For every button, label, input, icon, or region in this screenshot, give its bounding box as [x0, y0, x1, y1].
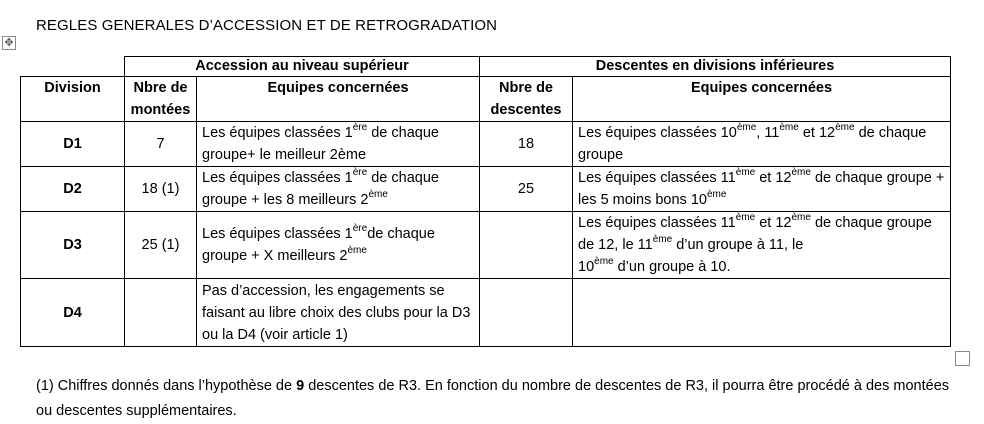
footnote [36, 374, 956, 424]
header-descentes: Descentes en divisions inférieures [480, 57, 951, 77]
superscript: ème [791, 167, 811, 179]
superscript: ère [352, 122, 368, 134]
equipes-acc-cell [197, 167, 480, 212]
superscript: ème [594, 256, 614, 268]
table-row [21, 212, 951, 279]
equipes-acc-cell: Pas d’accession, les engagements se faisant au libre choix des clubs pour la D3 ou la D4 (voir article 1) [197, 279, 480, 347]
footnote-text: (1) Chiffres donnés dans l’hypothèse de [36, 378, 297, 394]
header-nbre-montees-line1: Nbre de [133, 80, 188, 96]
text-span: d’un groupe à 11, le [672, 237, 804, 253]
text-span: et 12 [755, 215, 792, 231]
division-cell: D1 [21, 122, 125, 167]
header-equipes-desc [573, 77, 951, 122]
text-span: de chaque groupe de 12, le 11 [578, 215, 932, 253]
text-span: d’un groupe à 10. [613, 259, 731, 275]
header-equipes-acc [197, 77, 480, 122]
superscript: ème [735, 167, 756, 179]
document-title: REGLES GENERALES D’ACCESSION ET DE RETROGRADATION [36, 17, 498, 34]
table-resize-handle-icon[interactable] [955, 351, 970, 366]
text-span: Les équipes classées 1 [202, 125, 353, 141]
superscript: ème [835, 122, 855, 134]
equipes-desc-cell [573, 212, 951, 279]
division-cell: D3 [21, 212, 125, 279]
division-cell: D2 [21, 167, 125, 212]
text-span: et 12 [798, 125, 836, 141]
rules-table [20, 56, 951, 347]
superscript: ème [791, 212, 811, 224]
table-move-handle-icon[interactable] [2, 36, 16, 50]
text-span: , 11 [756, 125, 780, 141]
table-row [21, 279, 951, 347]
montees-cell: 7 [125, 122, 197, 167]
text-span: de chaque groupe + les 8 meilleurs 2 [202, 170, 439, 208]
montees-cell [125, 279, 197, 347]
text-span: de chaque groupe [578, 125, 927, 163]
equipes-acc-cell [197, 212, 480, 279]
text-span: Les équipes classées 11 [578, 215, 736, 231]
superscript: ère [352, 223, 368, 235]
header-accession: Accession au niveau supérieur [125, 57, 480, 77]
equipes-acc-cell [197, 122, 480, 167]
header-division-label: Division [44, 80, 101, 96]
superscript: ème [779, 122, 799, 134]
equipes-desc-cell [573, 279, 951, 347]
superscript: ème [706, 189, 727, 201]
text-span: Les équipes classées 1 [202, 170, 353, 186]
text-span: de chaque groupe+ le meilleur 2ème [202, 125, 439, 163]
descentes-cell [480, 212, 573, 279]
header-nbre-descentes-line2: descentes [490, 102, 562, 118]
header-empty-cell [21, 57, 125, 77]
table-header-row [21, 77, 951, 122]
table-row [21, 122, 951, 167]
descentes-cell: 25 [480, 167, 573, 212]
division-cell: D4 [21, 279, 125, 347]
descentes-cell: 18 [480, 122, 573, 167]
table-row [21, 167, 951, 212]
superscript: ère [352, 167, 368, 179]
superscript: ème [368, 189, 388, 201]
move-arrows-icon: ✥ [4, 36, 14, 49]
text-span: 10 [578, 259, 595, 275]
table-header-group-row [21, 57, 951, 77]
header-nbre-descentes [480, 77, 573, 122]
header-equipes-acc-label: Equipes concernées [267, 80, 409, 96]
text-span: Les équipes classées 11 [578, 170, 736, 186]
descentes-cell [480, 279, 573, 347]
superscript: ème [736, 122, 757, 134]
header-equipes-desc-label: Equipes concernées [690, 80, 833, 96]
equipes-desc-cell [573, 167, 951, 212]
header-nbre-montees [125, 77, 197, 122]
text-span: et 12 [755, 170, 792, 186]
text-span: de chaque groupe + X meilleurs 2 [202, 226, 435, 264]
header-nbre-montees-line2: montées [130, 102, 191, 118]
montees-cell: 25 (1) [125, 212, 197, 279]
text-span: Les équipes classées 10 [578, 125, 737, 141]
header-division [21, 77, 125, 122]
superscript: ème [652, 234, 673, 246]
equipes-desc-cell [573, 122, 951, 167]
montees-cell: 18 (1) [125, 167, 197, 212]
footnote-text: descentes de R3. En fonction du nombre de descentes de R3, il pourra être procédé à des montées ou descentes supplémentaires. [36, 378, 950, 419]
superscript: ème [735, 212, 756, 224]
superscript: ème [347, 245, 367, 257]
text-span: de chaque groupe + les 5 moins bons 10 [578, 170, 945, 208]
text-span: Les équipes classées 1 [202, 226, 353, 242]
footnote-bold-number: 9 [296, 378, 305, 394]
header-nbre-descentes-line1: Nbre de [499, 80, 553, 96]
